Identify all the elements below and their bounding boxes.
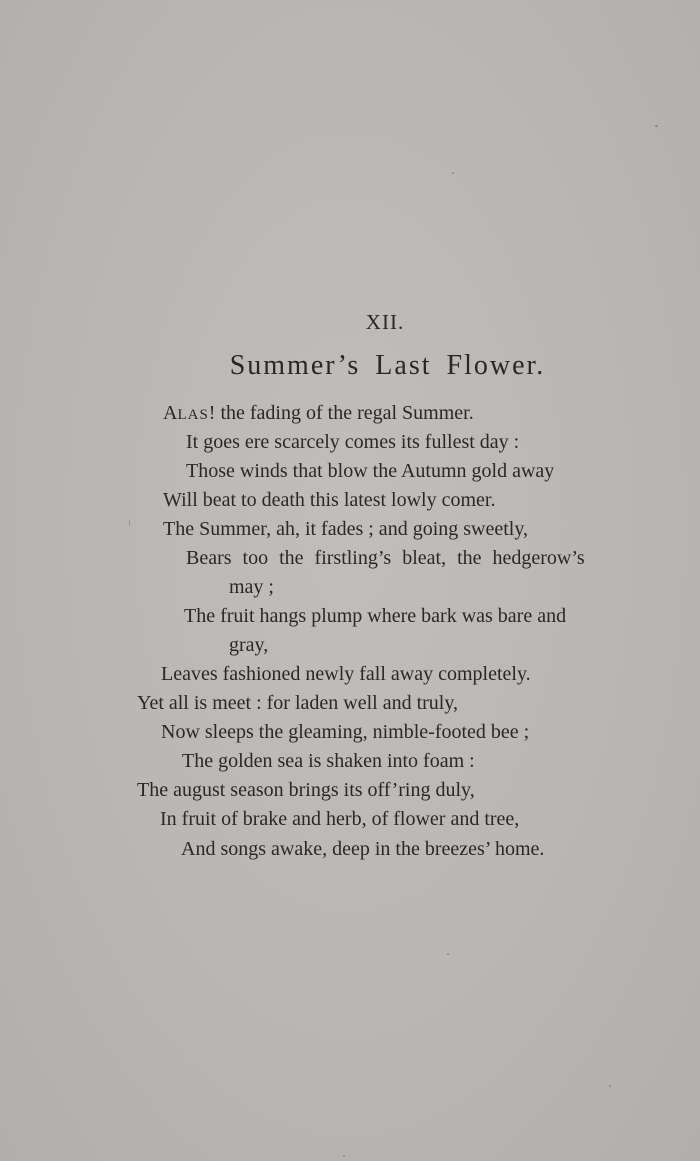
poem-line: Bears too the firstling’s bleat, the hedgerow’s [186,547,585,569]
poem-line-continuation: may ; [229,576,274,598]
paper-speck [129,520,130,526]
paper-speck [343,1155,345,1157]
poem-line: It goes ere scarcely comes its fullest day : [186,431,520,453]
paper-speck [447,953,449,955]
paper-speck [655,125,658,127]
poem-line: Will beat to death this latest lowly comer. [163,489,496,511]
poem-line: Leaves fashioned newly fall away completely. [161,663,531,685]
poem-line: The fruit hangs plump where bark was bare and [184,605,567,627]
poem-line: The Summer, ah, it fades ; and going sweetly, [163,518,529,540]
poem-line-continuation: gray, [229,634,269,656]
first-word-cap: A [163,402,178,424]
poem-line: Those winds that blow the Autumn gold away [186,460,555,482]
poem-line: Yet all is meet : for laden well and truly, [137,692,459,714]
poem-line: Now sleeps the gleaming, nimble-footed bee ; [161,721,530,743]
poem-title: Summer’s Last Flower. [229,350,546,381]
poem-number: XII. [365,310,405,334]
poem-line: In fruit of brake and herb, of flower and tree, [160,808,520,830]
poem-line: The golden sea is shaken into foam : [182,750,475,772]
poem-line: The august season brings its off’ring duly, [137,779,475,801]
paper-speck [452,172,454,174]
poem-line-first [163,399,474,429]
poem-line: And songs awake, deep in the breezes’ home. [181,838,545,860]
first-word-rest: LAS [177,407,209,423]
first-line-rest: ! the fading of the regal Summer. [208,402,474,424]
paper-speck [609,1085,611,1087]
